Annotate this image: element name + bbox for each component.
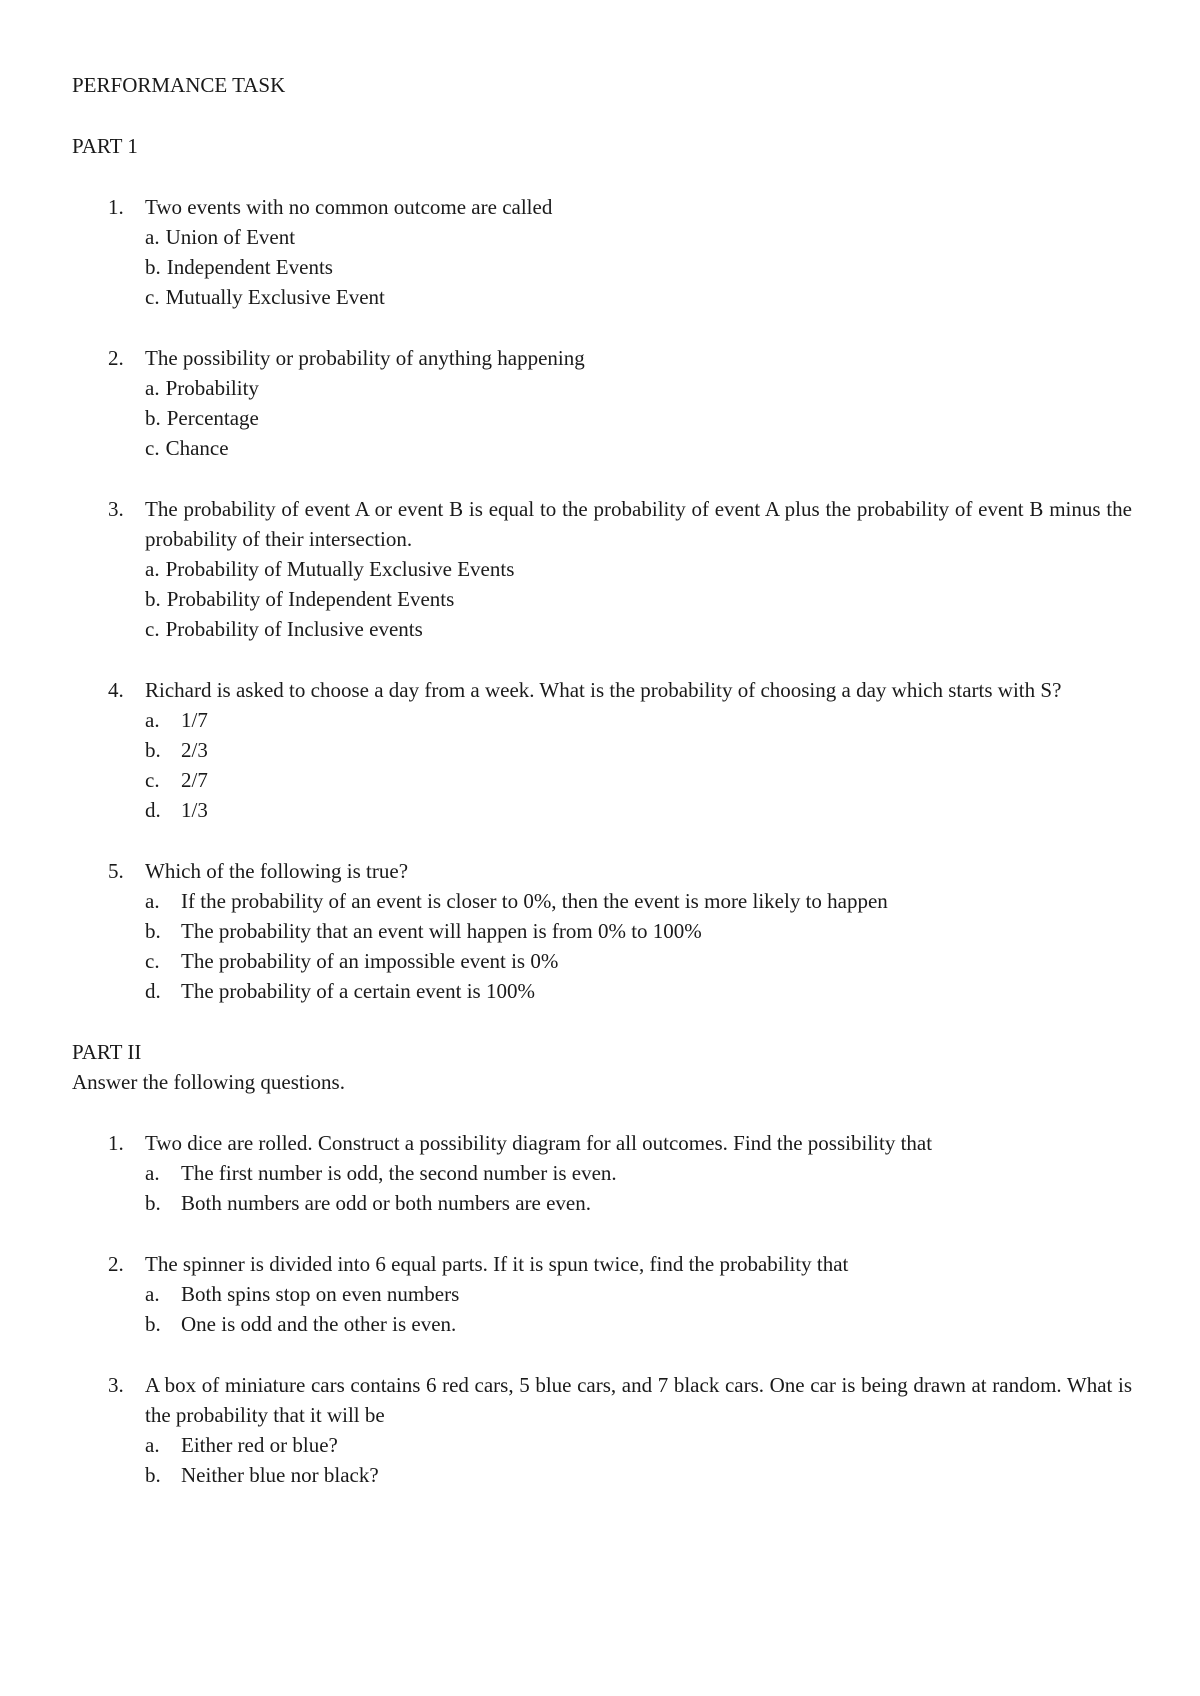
answer-option xyxy=(145,373,1132,403)
option-text: Independent Events xyxy=(166,255,333,279)
answer-option xyxy=(145,433,1132,463)
option-text: Probability of Mutually Exclusive Events xyxy=(165,557,515,581)
answer-option xyxy=(145,282,1132,312)
part-2-instruction: Answer the following questions. xyxy=(72,1070,345,1094)
option-text: Probability of Independent Events xyxy=(166,587,455,611)
part2-question-2 xyxy=(72,1249,1132,1339)
answer-option xyxy=(145,735,1132,765)
option-label: a. xyxy=(145,1282,160,1306)
answer-option xyxy=(145,614,1132,644)
part1-question-1 xyxy=(72,192,1132,312)
question-number: 2. xyxy=(108,346,124,370)
option-label: a. xyxy=(145,225,160,249)
question-number: 5. xyxy=(108,859,124,883)
answer-option xyxy=(145,222,1132,252)
answer-option xyxy=(145,1460,1132,1490)
question-number: 2. xyxy=(108,1252,124,1276)
option-text: Either red or blue? xyxy=(181,1433,338,1457)
option-text: One is odd and the other is even. xyxy=(181,1312,457,1336)
option-label: b. xyxy=(145,919,161,943)
option-text: The probability that an event will happen is from 0% to 100% xyxy=(181,919,702,943)
option-label: a. xyxy=(145,1433,160,1457)
part1-question-3 xyxy=(72,494,1132,644)
option-label: b. xyxy=(145,255,161,279)
option-label: a. xyxy=(145,708,160,732)
option-label: c. xyxy=(145,436,160,460)
question-text: Richard is asked to choose a day from a week. What is the probability of choosing a day which starts with S? xyxy=(145,678,1062,702)
part1-question-5 xyxy=(72,856,1132,1006)
option-text: Probability of Inclusive events xyxy=(165,617,423,641)
option-label: b. xyxy=(145,738,161,762)
option-label: b. xyxy=(145,1312,161,1336)
question-text: The possibility or probability of anything happening xyxy=(145,346,585,370)
question-number: 3. xyxy=(108,1373,124,1397)
part1-question-4 xyxy=(72,675,1132,825)
option-label: d. xyxy=(145,798,161,822)
option-text: Both numbers are odd or both numbers are even. xyxy=(181,1191,591,1215)
question-number: 1. xyxy=(108,195,124,219)
option-text: Probability xyxy=(165,376,259,400)
question-text: A box of miniature cars contains 6 red cars, 5 blue cars, and 7 black cars. One car is being drawn at random. What is the probability that it will be xyxy=(145,1373,1132,1427)
document-page xyxy=(72,70,1132,1521)
option-label: c. xyxy=(145,768,160,792)
option-text: The first number is odd, the second number is even. xyxy=(181,1161,617,1185)
answer-option xyxy=(145,976,1132,1006)
answer-option xyxy=(145,886,1132,916)
option-text: 2/3 xyxy=(181,738,208,762)
option-text: Chance xyxy=(165,436,229,460)
answer-option xyxy=(145,1309,1132,1339)
answer-option xyxy=(145,554,1132,584)
option-label: b. xyxy=(145,406,161,430)
document-title: PERFORMANCE TASK xyxy=(72,73,286,97)
part1-question-2 xyxy=(72,343,1132,463)
question-text: Two dice are rolled. Construct a possibility diagram for all outcomes. Find the possibility that xyxy=(145,1131,933,1155)
option-label: d. xyxy=(145,979,161,1003)
answer-option xyxy=(145,1279,1132,1309)
part-2-heading: PART II xyxy=(72,1040,142,1064)
answer-option xyxy=(145,1188,1132,1218)
option-text: 1/7 xyxy=(181,708,208,732)
question-number: 4. xyxy=(108,678,124,702)
part2-question-3 xyxy=(72,1370,1132,1490)
option-text: Mutually Exclusive Event xyxy=(165,285,385,309)
answer-option xyxy=(145,795,1132,825)
answer-option xyxy=(145,705,1132,735)
option-label: a. xyxy=(145,1161,160,1185)
option-text: Percentage xyxy=(166,406,259,430)
option-label: c. xyxy=(145,285,160,309)
option-text: Both spins stop on even numbers xyxy=(181,1282,460,1306)
question-text: Which of the following is true? xyxy=(145,859,409,883)
option-text: The probability of an impossible event is 0% xyxy=(181,949,559,973)
option-text: The probability of a certain event is 100% xyxy=(181,979,535,1003)
question-text: The spinner is divided into 6 equal parts. If it is spun twice, find the probability that xyxy=(145,1252,849,1276)
answer-option xyxy=(145,765,1132,795)
answer-option xyxy=(145,916,1132,946)
option-label: c. xyxy=(145,949,160,973)
answer-option xyxy=(145,1430,1132,1460)
option-text: If the probability of an event is closer to 0%, then the event is more likely to happen xyxy=(181,889,888,913)
part-1-heading: PART 1 xyxy=(72,134,138,158)
option-label: b. xyxy=(145,1191,161,1215)
option-text: 1/3 xyxy=(181,798,208,822)
part2-question-1 xyxy=(72,1128,1132,1218)
option-text: 2/7 xyxy=(181,768,208,792)
option-label: a. xyxy=(145,889,160,913)
answer-option xyxy=(145,1158,1132,1188)
option-text: Neither blue nor black? xyxy=(181,1463,379,1487)
option-label: c. xyxy=(145,617,160,641)
option-label: a. xyxy=(145,376,160,400)
question-text: The probability of event A or event B is equal to the probability of event A plus the probability of event B minus the probability of their intersection. xyxy=(145,497,1132,551)
option-label: a. xyxy=(145,557,160,581)
option-label: b. xyxy=(145,587,161,611)
question-text: Two events with no common outcome are called xyxy=(145,195,553,219)
answer-option xyxy=(145,403,1132,433)
option-text: Union of Event xyxy=(165,225,296,249)
question-number: 1. xyxy=(108,1131,124,1155)
answer-option xyxy=(145,946,1132,976)
option-label: b. xyxy=(145,1463,161,1487)
answer-option xyxy=(145,252,1132,282)
question-number: 3. xyxy=(108,497,124,521)
answer-option xyxy=(145,584,1132,614)
